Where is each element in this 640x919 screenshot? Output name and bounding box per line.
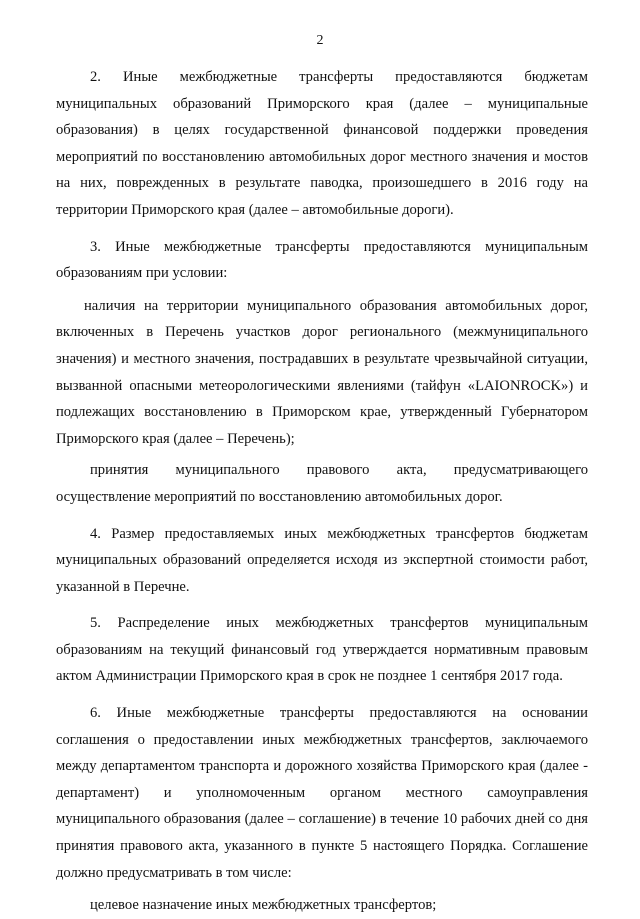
paragraph-5: 5. Распределение иных межбюджетных трансфертов муниципальным образованиям на текущий финансовый год утверждается нормативным правовым актом Администрации Приморского края в срок не позднее 1 сентября 2017 года.	[56, 615, 588, 685]
paragraph-3: 3. Иные межбюджетные трансферты предоставляются муниципальным образованиям при условии:	[56, 238, 588, 282]
paragraph-2: 2. Иные межбюджетные трансферты предоставляются бюджетам муниципальных образований Приморского края (далее – муниципальные образования) в целях государственной финансовой поддержки проведения мероприятий по восстановлению автомобильных дорог местного значения и мостов на них, поврежденных в результате паводка, произошедшего в 2016 году на территории Приморского края (далее – автомобильные дороги).	[56, 69, 588, 218]
paragraph-6-item-1: целевое назначение иных межбюджетных трансфертов;	[90, 897, 437, 914]
paragraph-4: 4. Размер предоставляемых иных межбюджетных трансфертов бюджетам муниципальных образований определяется исходя из экспертной стоимости работ, указанной в Перечне.	[56, 525, 588, 595]
paragraph-3-condition-1: наличия на территории муниципального образования автомобильных дорог, включенных в Перечень участков дорог регионального (межмуниципального значения) и местного значения, пострадавших в результате чрезвычайной ситуации, вызванной опасными метеорологическими явлениями (тайфун «LAIONROCK») и подлежащих восстановлению в Приморском крае, утвержденный Губернатором Приморского края (далее – Перечень);	[56, 297, 588, 447]
paragraph-3-condition-2: принятия муниципального правового акта, предусматривающего осуществление мероприятий по восстановлению автомобильных дорог.	[56, 462, 588, 505]
paragraph-6: 6. Иные межбюджетные трансферты предоставляются на основании соглашения о предоставлении иных межбюджетных трансфертов, заключаемого между департаментом транспорта и дорожного хозяйства Приморского края (далее - департамент) и уполномоченным органом местного самоуправления муниципального образования (далее – соглашение) в течение 10 рабочих дней со дня принятия правового акта, указанного в пункте 5 настоящего Порядка. Соглашение должно предусматривать в том числе:	[56, 705, 588, 881]
document-body	[56, 64, 588, 919]
page-number: 2	[316, 33, 324, 48]
